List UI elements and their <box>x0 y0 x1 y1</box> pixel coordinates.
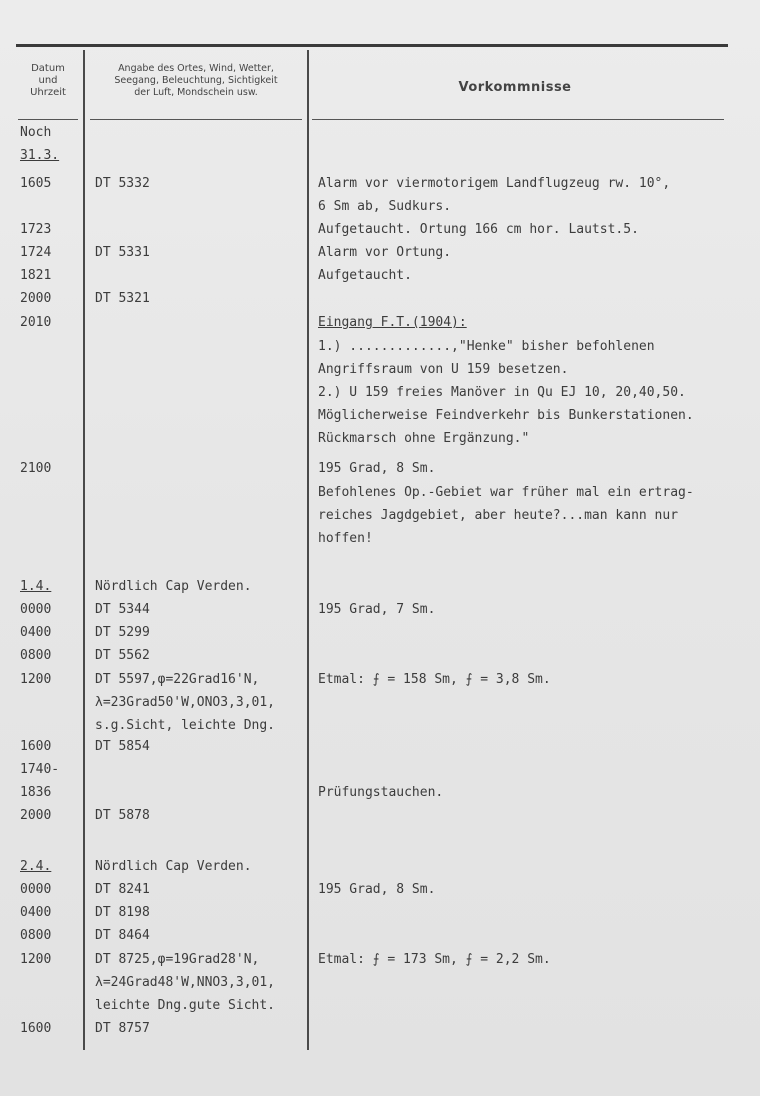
entry-time: 2010 <box>20 315 52 330</box>
entry-position: Nördlich Cap Verden. <box>95 859 252 874</box>
column-divider-1 <box>83 50 85 1050</box>
entry-event: 195 Grad, 7 Sm. <box>318 602 436 617</box>
entry-position: Nördlich Cap Verden. <box>95 579 252 594</box>
entry-event: hoffen! <box>318 531 373 546</box>
entry-position: DT 5331 <box>95 245 150 260</box>
entry-time: 2000 <box>20 291 52 306</box>
entry-event: Eingang F.T.(1904): <box>318 315 467 330</box>
entry-time: Noch <box>20 125 52 140</box>
entry-time: 1.4. <box>20 579 52 594</box>
entry-position: λ=23Grad50'W,ONO3,3,01, <box>95 695 276 710</box>
header-time: Datum und Uhrzeit <box>30 63 66 98</box>
entry-position: DT 5344 <box>95 602 150 617</box>
header-underline-time <box>18 119 78 120</box>
entry-time: 1724 <box>20 245 52 260</box>
entry-event: Aufgetaucht. <box>318 268 412 283</box>
entry-position: leichte Dng.gute Sicht. <box>95 998 276 1013</box>
entry-time: 1200 <box>20 672 52 687</box>
entry-time: 1600 <box>20 739 52 754</box>
entry-time: 1740- <box>20 762 60 777</box>
entry-event: Befohlenes Op.-Gebiet war früher mal ein ertrag- <box>318 485 694 500</box>
entry-position: s.g.Sicht, leichte Dng. <box>95 718 276 733</box>
top-rule <box>16 44 728 47</box>
entry-event: Alarm vor Ortung. <box>318 245 452 260</box>
entry-position: DT 5299 <box>95 625 150 640</box>
entry-time: 2.4. <box>20 859 52 874</box>
entry-position: DT 8725,φ=19Grad28'N, <box>95 952 260 967</box>
entry-time: 1723 <box>20 222 52 237</box>
entry-time: 1821 <box>20 268 52 283</box>
entry-time: 31.3. <box>20 148 60 163</box>
entry-position: DT 5597,φ=22Grad16'N, <box>95 672 260 687</box>
entry-position: DT 8757 <box>95 1021 150 1036</box>
entry-position: DT 5854 <box>95 739 150 754</box>
entry-event: Alarm vor viermotorigem Landflugzeug rw. 10°, <box>318 176 671 191</box>
column-divider-2 <box>307 50 309 1050</box>
header-underline-events <box>312 119 724 120</box>
entry-position: DT 5562 <box>95 648 150 663</box>
entry-time: 0800 <box>20 648 52 663</box>
entry-event: Etmal: ⨍ = 158 Sm, ⨍ = 3,8 Sm. <box>318 672 551 687</box>
entry-time: 1605 <box>20 176 52 191</box>
entry-position: DT 8241 <box>95 882 150 897</box>
entry-event: 195 Grad, 8 Sm. <box>318 461 436 476</box>
header-events: Vorkommnisse <box>458 80 572 95</box>
entry-time: 0000 <box>20 602 52 617</box>
entry-time: 2000 <box>20 808 52 823</box>
entry-event: Aufgetaucht. Ortung 166 cm hor. Lautst.5. <box>318 222 639 237</box>
entry-event: 1.) .............,"Henke" bisher befohlenen <box>318 339 655 354</box>
entry-time: 2100 <box>20 461 52 476</box>
entry-position: λ=24Grad48'W,NNO3,3,01, <box>95 975 276 990</box>
entry-position: DT 5332 <box>95 176 150 191</box>
entry-event: Angriffsraum von U 159 besetzen. <box>318 362 569 377</box>
entry-event: Etmal: ⨍ = 173 Sm, ⨍ = 2,2 Sm. <box>318 952 551 967</box>
entry-event: 6 Sm ab, Sudkurs. <box>318 199 452 214</box>
entry-time: 0800 <box>20 928 52 943</box>
entry-time: 1200 <box>20 952 52 967</box>
header-underline-place <box>90 119 302 120</box>
entry-time: 0400 <box>20 905 52 920</box>
entry-event: Prüfungstauchen. <box>318 785 444 800</box>
entry-event: Rückmarsch ohne Ergänzung." <box>318 431 530 446</box>
entry-event: 2.) U 159 freies Manöver in Qu EJ 10, 20,40,50. <box>318 385 686 400</box>
entry-event: Möglicherweise Feindverkehr bis Bunkerstationen. <box>318 408 694 423</box>
entry-position: DT 5321 <box>95 291 150 306</box>
entry-time: 1836 <box>20 785 52 800</box>
entry-event: reiches Jagdgebiet, aber heute?...man kann nur <box>318 508 679 523</box>
header-place: Angabe des Ortes, Wind, Wetter, Seegang, Beleuchtung, Sichtigkeit der Luft, Mondschein usw. <box>114 63 278 98</box>
entry-position: DT 8198 <box>95 905 150 920</box>
entry-event: 195 Grad, 8 Sm. <box>318 882 436 897</box>
entry-time: 1600 <box>20 1021 52 1036</box>
entry-position: DT 5878 <box>95 808 150 823</box>
entry-time: 0400 <box>20 625 52 640</box>
entry-position: DT 8464 <box>95 928 150 943</box>
entry-time: 0000 <box>20 882 52 897</box>
